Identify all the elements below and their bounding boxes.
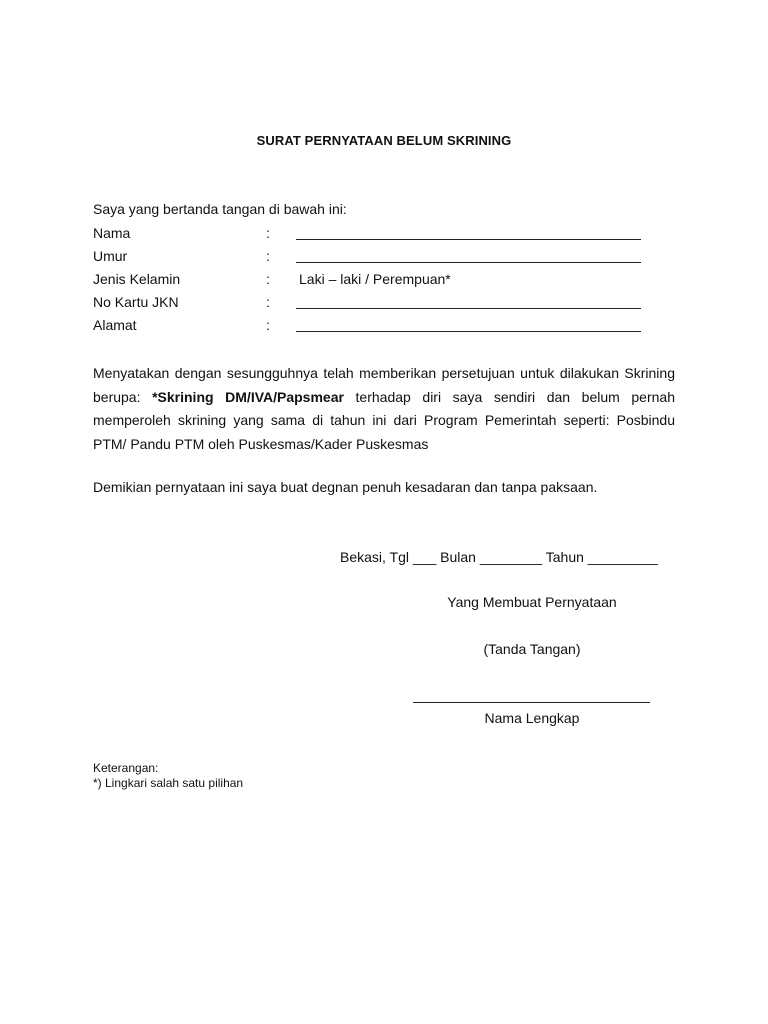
field-colon: :: [266, 248, 270, 264]
statement-text: Menyatakan dengan sesungguhnya telah memberikan persetujuan untuk dilakukan Skrining berupa:: [93, 365, 675, 405]
blank-line: [296, 308, 641, 309]
field-label: Umur: [93, 248, 128, 264]
intro-text: Saya yang bertanda tangan di bawah ini:: [93, 201, 347, 217]
field-nama: [93, 225, 653, 243]
field-umur: [93, 248, 653, 266]
note-text: *) Lingkari salah satu pilihan: [93, 776, 244, 790]
field-colon: :: [266, 225, 270, 241]
blank-line: [296, 239, 641, 240]
field-label: Alamat: [93, 317, 137, 333]
field-jenis-kelamin: [93, 271, 653, 289]
statement-text-continued: terhadap diri saya sendiri dan belum pernah memperoleh skrining yang sama di tahun ini dari Program Pemerintah seperti: Posbindu PTM/ Pandu PTM oleh Puskesmas/Kader Puskesmas: [93, 388, 675, 452]
document-title: SURAT PERNYATAAN BELUM SKRINING: [256, 133, 512, 148]
statement-bold-text: *Skrining DM/IVA/Papsmear: [152, 388, 344, 405]
field-colon: :: [266, 271, 270, 287]
note-title: Keterangan:: [93, 761, 159, 775]
signature-line: [413, 702, 650, 703]
field-label: Jenis Kelamin: [93, 271, 181, 287]
field-label: No Kartu JKN: [93, 294, 179, 310]
field-colon: :: [266, 294, 270, 310]
gender-options: Laki – laki / Perempuan*: [299, 271, 451, 287]
blank-line: [296, 331, 641, 332]
blank-line: [296, 262, 641, 263]
signature-placeholder: (Tanda Tangan): [483, 641, 581, 657]
field-label: Nama: [93, 225, 131, 241]
field-no-kartu-jkn: [93, 294, 653, 312]
full-name-label: Nama Lengkap: [484, 710, 580, 726]
field-alamat: [93, 317, 653, 335]
closing-text: Demikian pernyataan ini saya buat degnan penuh kesadaran dan tanpa paksaan.: [93, 479, 598, 495]
statement-paragraph: [93, 362, 675, 456]
field-colon: :: [266, 317, 270, 333]
date-line: Bekasi, Tgl ___ Bulan ________ Tahun _________: [340, 549, 658, 565]
maker-label: Yang Membuat Pernyataan: [447, 594, 617, 610]
